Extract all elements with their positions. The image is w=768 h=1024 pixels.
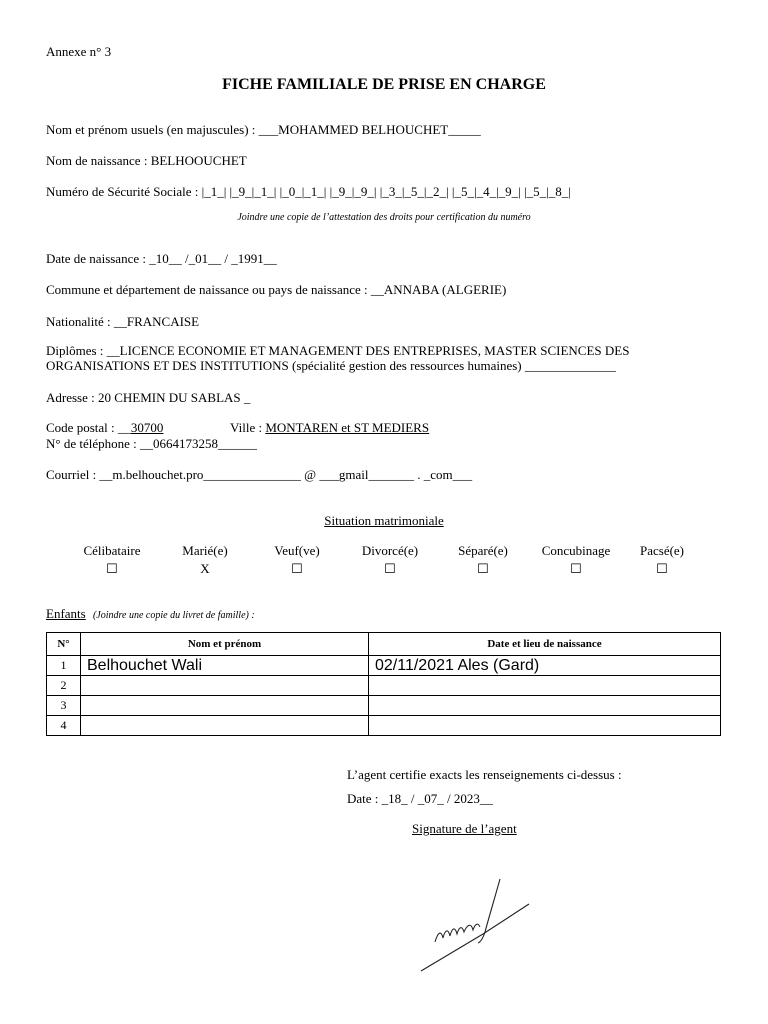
usual-name-field: Nom et prénom usuels (en majuscules) : ___MOHAMMED BELHOUCHET_____: [46, 122, 481, 137]
diplomas-field-line1: Diplômes : __LICENCE ECONOMIE ET MANAGEMENT DES ENTREPRISES, MASTER SCIENCES DES: [46, 343, 630, 358]
option-label: Pacsé(e): [639, 543, 685, 558]
signature-label: Signature de l’agent: [412, 821, 517, 836]
option-checkbox[interactable]: ☐: [384, 561, 396, 576]
children-heading-row: [46, 606, 255, 622]
marital-status-heading: Situation matrimoniale: [324, 513, 444, 528]
option-checkbox[interactable]: ☐: [106, 561, 118, 576]
certification-text: L’agent certifie exacts les renseignements ci-dessus :: [347, 767, 622, 782]
column-header-number: N°: [47, 633, 81, 656]
row-number: 4: [47, 716, 81, 736]
option-checkbox[interactable]: ☐: [477, 561, 489, 576]
child-birth[interactable]: [369, 676, 721, 696]
table-row: [47, 676, 721, 696]
signature-date: Date : _18_ / _07_ / 2023__: [347, 791, 493, 806]
city-label: Ville :: [230, 420, 266, 435]
column-header-birth: Date et lieu de naissance: [369, 633, 721, 656]
child-name[interactable]: [81, 716, 369, 736]
address-field: Adresse : 20 CHEMIN DU SABLAS _: [46, 390, 251, 405]
row-number: 2: [47, 676, 81, 696]
handwritten-signature: [415, 872, 540, 977]
child-name[interactable]: Belhouchet Wali: [81, 656, 369, 676]
social-security-field: Numéro de Sécurité Sociale : |_1_| |_9_|_1_| |_0_|_1_| |_9_|_9_| |_3_|_5_|_2_| |_5_|_4_|_9_| |_5_|_8_|: [46, 184, 571, 199]
ssn-note: Joindre une copie de l’attestation des droits pour certification du numéro: [237, 212, 531, 223]
option-label: Célibataire: [83, 543, 141, 558]
child-birth[interactable]: 02/11/2021 Ales (Gard): [369, 656, 721, 676]
child-name[interactable]: [81, 676, 369, 696]
birth-place-field: Commune et département de naissance ou pays de naissance : __ANNABA (ALGERIE): [46, 282, 507, 297]
annex-label: Annexe n° 3: [46, 44, 112, 59]
page-title: FICHE FAMILIALE DE PRISE EN CHARGE: [222, 76, 546, 93]
postal-code-label: Code postal : __: [46, 420, 131, 435]
child-birth[interactable]: [369, 716, 721, 736]
nationality-field: Nationalité : __FRANCAISE: [46, 314, 200, 329]
column-header-name: Nom et prénom: [81, 633, 369, 656]
option-label: Marié(e): [182, 543, 228, 558]
postal-code-field: [46, 420, 163, 436]
children-note: (Joindre une copie du livret de famille) :: [92, 610, 255, 621]
table-row: [47, 696, 721, 716]
option-label: Concubinage: [541, 543, 611, 558]
table-header-row: [47, 633, 721, 656]
children-table: [46, 632, 721, 736]
child-birth[interactable]: [369, 696, 721, 716]
option-label: Divorcé(e): [361, 543, 419, 558]
email-field: Courriel : __m.belhouchet.pro_______________ @ ___gmail_______ . _com___: [46, 467, 473, 482]
option-checkbox[interactable]: ☐: [291, 561, 303, 576]
option-checkbox[interactable]: X: [200, 561, 210, 576]
birth-name-field: Nom de naissance : BELHOOUCHET: [46, 153, 247, 168]
option-label: Veuf(ve): [274, 543, 320, 558]
row-number: 3: [47, 696, 81, 716]
children-heading: Enfants: [46, 606, 86, 621]
option-checkbox[interactable]: ☐: [570, 561, 582, 576]
table-row: [47, 656, 721, 676]
city-field: [230, 420, 429, 436]
diplomas-field-line2: ORGANISATIONS ET DES INSTITUTIONS (spécialité gestion des ressources humaines) ______________: [46, 358, 616, 373]
option-checkbox[interactable]: ☐: [656, 561, 668, 576]
postal-code-value: 30700: [130, 420, 164, 435]
birth-date-field: Date de naissance : _10__ /_01__ / _1991__: [46, 251, 277, 266]
city-value: MONTAREN et ST MEDIERS: [265, 420, 430, 435]
child-name[interactable]: [81, 696, 369, 716]
option-label: Séparé(e): [458, 543, 508, 558]
option-pacse: [607, 543, 717, 577]
table-row: [47, 716, 721, 736]
phone-field: N° de téléphone : __0664173258______: [46, 436, 258, 451]
row-number: 1: [47, 656, 81, 676]
